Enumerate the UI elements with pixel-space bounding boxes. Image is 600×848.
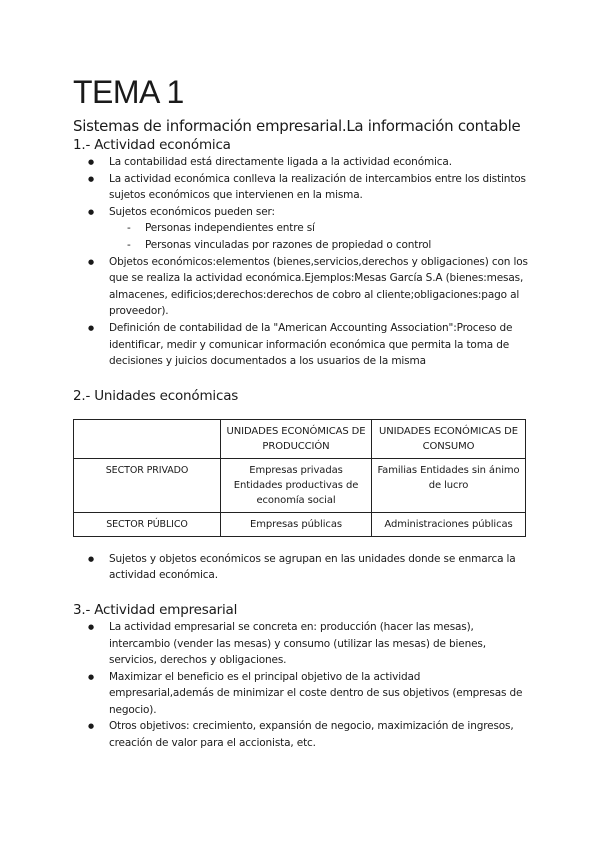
section-3-list — [73, 619, 528, 752]
section-3-heading: 3.- Actividad empresarial — [73, 601, 238, 618]
section-2-list — [73, 551, 528, 584]
document-page — [73, 72, 528, 752]
table-header-consumption: UNIDADES ECONÓMICAS DE CONSUMO — [372, 419, 526, 458]
list-item: ● Definición de contabilidad de la "American Accounting Association":Proceso de identificar, medir y comunicar información económica que permita la toma de decisiones y juicios documentados a los usuarios de la misma — [73, 320, 528, 370]
section-1-heading: 1.- Actividad económica — [73, 137, 231, 153]
list-item: ● La actividad empresarial se concreta en: producción (hacer las mesas), intercambio (vender las mesas) y consumo (utilizar las mesas) de bienes, servicios, derechos y obligaciones. — [73, 619, 528, 669]
section-2-heading: 2.- Unidades económicas — [73, 387, 239, 404]
economic-units-table — [73, 419, 526, 537]
section-1-list — [73, 154, 528, 370]
table-row — [74, 458, 526, 512]
table-header-production: UNIDADES ECONÓMICAS DE PRODUCCIÓN — [221, 419, 372, 458]
table-cell: Empresas públicas — [221, 512, 372, 536]
document-subtitle: Sistemas de información empresarial.La información contable — [73, 117, 521, 135]
table-row-label-public: SECTOR PÚBLICO — [74, 512, 221, 536]
table-row — [74, 419, 526, 458]
list-item: ● Maximizar el beneficio es el principal objetivo de la actividad empresarial,además de minimizar el coste dentro de sus objetivos (empresas de negocio). — [73, 669, 528, 719]
list-item: ● La contabilidad está directamente ligada a la actividad económica. — [73, 154, 528, 171]
table-cell: Administraciones públicas — [372, 512, 526, 536]
sub-list-item: - Personas independientes entre sí — [109, 220, 528, 237]
list-item: ● La actividad económica conlleva la realización de intercambios entre los distintos sujetos económicos que intervienen en la misma. — [73, 171, 528, 204]
sub-list-item: - Personas vinculadas por razones de propiedad o control — [109, 237, 528, 254]
table-row-label-private: SECTOR PRIVADO — [74, 458, 221, 512]
list-item: ● Otros objetivos: crecimiento, expansión de negocio, maximización de ingresos, creación de valor para el accionista, etc. — [73, 718, 528, 751]
table-row — [74, 512, 526, 536]
list-item — [73, 204, 528, 254]
table-cell: Empresas privadas Entidades productivas de economía social — [221, 458, 372, 512]
list-item: ● Sujetos y objetos económicos se agrupan en las unidades donde se enmarca la actividad económica. — [73, 551, 528, 584]
list-item-text: Sujetos económicos pueden ser: — [109, 205, 275, 218]
list-item: ● Objetos económicos:elementos (bienes,servicios,derechos y obligaciones) con los que se realiza la actividad económica.Ejemplos:Mesas García S.A (bienes:mesas, almacenes, edificios;derechos:derechos de cobro al cliente;obligaciones:pago al proveedor). — [73, 254, 528, 320]
table-cell: Familias Entidades sin ánimo de lucro — [372, 458, 526, 512]
sub-list — [109, 220, 528, 253]
page-title: TEMA 1 — [73, 74, 184, 110]
table-cell-empty — [74, 419, 221, 458]
